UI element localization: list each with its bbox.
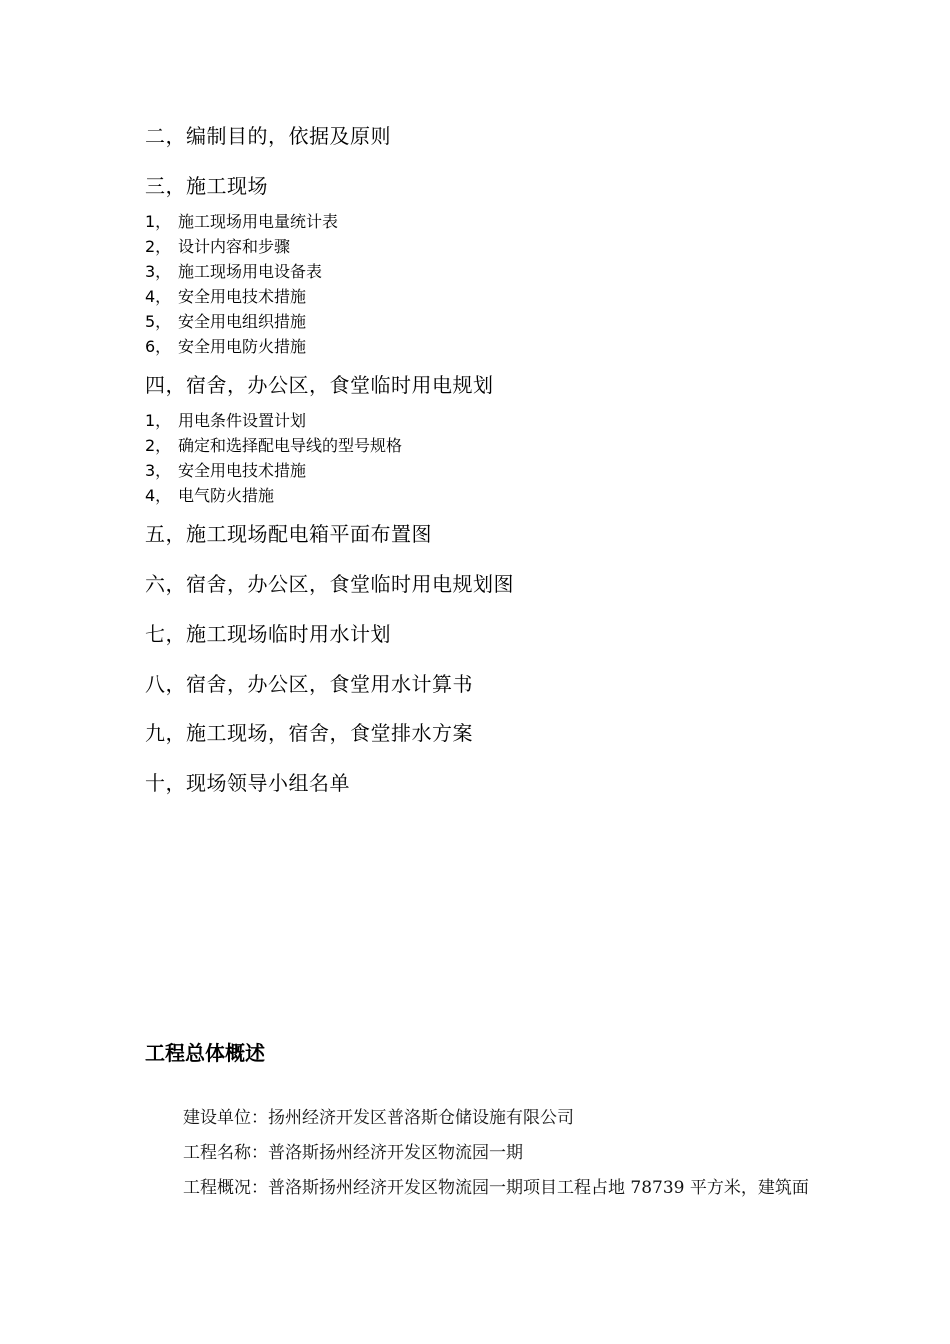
- toc-section-5: 五，施工现场配电箱平面布置图: [145, 522, 432, 546]
- toc-section-4: 四，宿舍，办公区，食堂临时用电规划: [145, 373, 494, 397]
- toc-section-10: 十，现场领导小组名单: [145, 771, 350, 795]
- item-text: 安全用电技术措施: [178, 287, 307, 306]
- item-number: 5，: [145, 312, 172, 331]
- item-number: 1，: [145, 212, 172, 231]
- toc-section-6: 六，宿舍，办公区，食堂临时用电规划图: [145, 572, 514, 596]
- toc-item: [145, 460, 306, 482]
- toc-section-7: 七，施工现场临时用水计划: [145, 622, 391, 646]
- toc-item: [145, 311, 306, 333]
- item-number: 4，: [145, 486, 172, 505]
- toc-section-8: 八，宿舍，办公区，食堂用水计算书: [145, 672, 473, 696]
- item-text: 安全用电技术措施: [178, 461, 307, 480]
- item-number: 3，: [145, 262, 172, 281]
- toc-section-9: 九，施工现场，宿舍，食堂排水方案: [145, 721, 473, 745]
- item-text: 施工现场用电量统计表: [178, 212, 339, 231]
- builder-line: 建设单位：扬州经济开发区普洛斯仓储设施有限公司: [183, 1108, 574, 1128]
- toc-item: [145, 410, 306, 432]
- item-number: 3，: [145, 461, 172, 480]
- item-text: 施工现场用电设备表: [178, 262, 323, 281]
- toc-item: [145, 485, 274, 507]
- item-text: 安全用电组织措施: [178, 312, 307, 331]
- overview-heading: 工程总体概述: [145, 1041, 265, 1065]
- toc-item: [145, 261, 322, 283]
- item-text: 用电条件设置计划: [178, 411, 307, 430]
- project-name-line: 工程名称：普洛斯扬州经济开发区物流园一期: [183, 1143, 523, 1163]
- item-number: 6，: [145, 337, 172, 356]
- item-number: 1，: [145, 411, 172, 430]
- item-number: 2，: [145, 436, 172, 455]
- toc-item: [145, 336, 306, 358]
- toc-section-3: 三，施工现场: [145, 174, 268, 198]
- item-number: 2，: [145, 237, 172, 256]
- project-summary-line: 工程概况：普洛斯扬州经济开发区物流园一期项目工程占地 78739 平方米，建筑面: [183, 1178, 809, 1198]
- item-text: 安全用电防火措施: [178, 337, 307, 356]
- toc-item: [145, 435, 402, 457]
- item-text: 电气防火措施: [178, 486, 275, 505]
- toc-item: [145, 211, 338, 233]
- item-text: 设计内容和步骤: [178, 237, 291, 256]
- toc-section-2: 二，编制目的，依据及原则: [145, 124, 391, 148]
- item-text: 确定和选择配电导线的型号规格: [178, 436, 403, 455]
- toc-item: [145, 286, 306, 308]
- item-number: 4，: [145, 287, 172, 306]
- toc-item: [145, 236, 290, 258]
